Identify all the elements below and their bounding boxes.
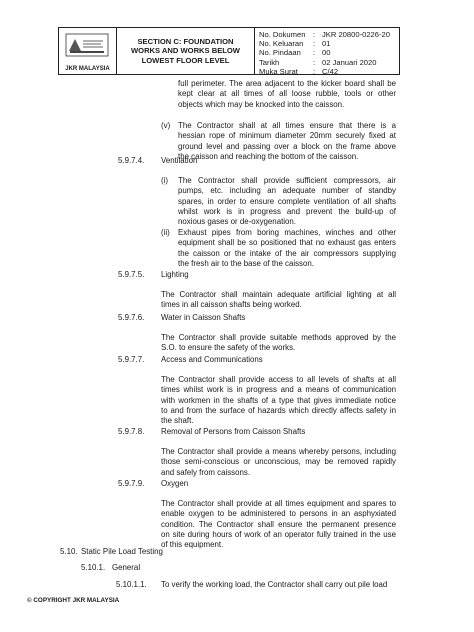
section-number: 5.9.7.6.: [118, 313, 145, 322]
section-paragraph: The Contractor shall provide suitable methods approved by the S.O. to ensure the safety of the works.: [161, 333, 396, 353]
continued-paragraph: full perimeter. The area adjacent to the kicker board shall be kept clear at all times of all loose rubble, tools or other objects which may be knocked into the caisson.: [178, 79, 396, 109]
section-number: 5.10.: [60, 547, 78, 556]
section-number: 5.10.1.: [81, 563, 106, 572]
copyright-footer: © COPYRIGHT JKR MALAYSIA: [27, 597, 120, 604]
item-ii-number: (ii): [161, 228, 170, 237]
document-meta: No. Dokumen : JKR 20800-0226-20 No. Keluaran : 01 No. Pindaan : 00 Tarikh : 02 Januari 2020 Muka Surat : C/42: [259, 30, 390, 76]
item-v-number: (v): [161, 121, 171, 130]
section-number: 5.9.7.4.: [118, 156, 145, 165]
section-title: SECTION C: FOUNDATION WORKS AND WORKS BELOW LOWEST FLOOR LEVEL: [117, 28, 255, 74]
section-heading: Removal of Persons from Caisson Shafts: [161, 427, 306, 436]
section-heading: General: [112, 563, 141, 572]
section-paragraph: The Contractor shall provide access to all levels of shafts at all times whilst work is in progress and a means of communication with workmen in the shafts of a type that gives immediate notice to and from the surface of hazards which directly affects safety in the shaft.: [161, 375, 396, 426]
logo-label: JKR MALAYSIA: [65, 66, 110, 72]
section-heading: Lighting: [161, 270, 189, 279]
section-paragraph: To verify the working load, the Contractor shall carry out pile load: [161, 580, 388, 589]
section-number: 5.9.7.5.: [118, 270, 145, 279]
item-i-text: The Contractor shall provide sufficient compressors, air pumps, etc. including an adequate number of standby spares, in order to ensure complete ventilation of all shafts whilst work is in progress and prevent the build-up of noxious gases or de-oxygenation.: [178, 176, 396, 227]
section-number: 5.9.7.8.: [118, 427, 145, 436]
section-paragraph: The Contractor shall provide a means whereby persons, including those semi-conscious or unconscious, may be removed rapidly and safely from caissons.: [161, 447, 396, 477]
item-v-text: The Contractor shall at all times ensure that there is a hessian rope of minimum diameter 20mm securely fixed at ground level and passing over a block on the frame above the caisson and reaching the bottom of the caisson.: [178, 121, 396, 161]
section-heading: Static Pile Load Testing: [81, 547, 163, 556]
section-number: 5.9.7.7.: [118, 355, 145, 364]
section-heading: Ventilation: [161, 156, 198, 165]
section-number: 5.10.1.1.: [116, 580, 147, 589]
document-header: [58, 27, 400, 75]
jkr-emblem-icon: [65, 33, 109, 57]
item-i-number: (i): [161, 176, 169, 185]
jkr-logo: [59, 28, 117, 74]
section-number: 5.9.7.9.: [118, 479, 145, 488]
section-heading: Access and Communications: [161, 355, 263, 364]
section-paragraph: The Contractor shall provide at all times equipment and spares to enable oxygen to be administered to persons in an asphyxiated condition. The Contractor shall ensure the permanent presence on site during hours of work of an operator fully trained in the use of this equipment.: [161, 499, 396, 550]
item-ii-text: Exhaust pipes from boring machines, winches and other equipment shall be so positioned that no exhaust gas enters the caisson or the intake of the air compressors supplying the fresh air to the base of the caisson.: [178, 228, 396, 268]
section-heading: Oxygen: [161, 479, 189, 488]
section-paragraph: The Contractor shall maintain adequate artificial lighting at all times in all caisson shafts being worked.: [161, 290, 396, 310]
section-heading: Water in Caisson Shafts: [161, 313, 246, 322]
